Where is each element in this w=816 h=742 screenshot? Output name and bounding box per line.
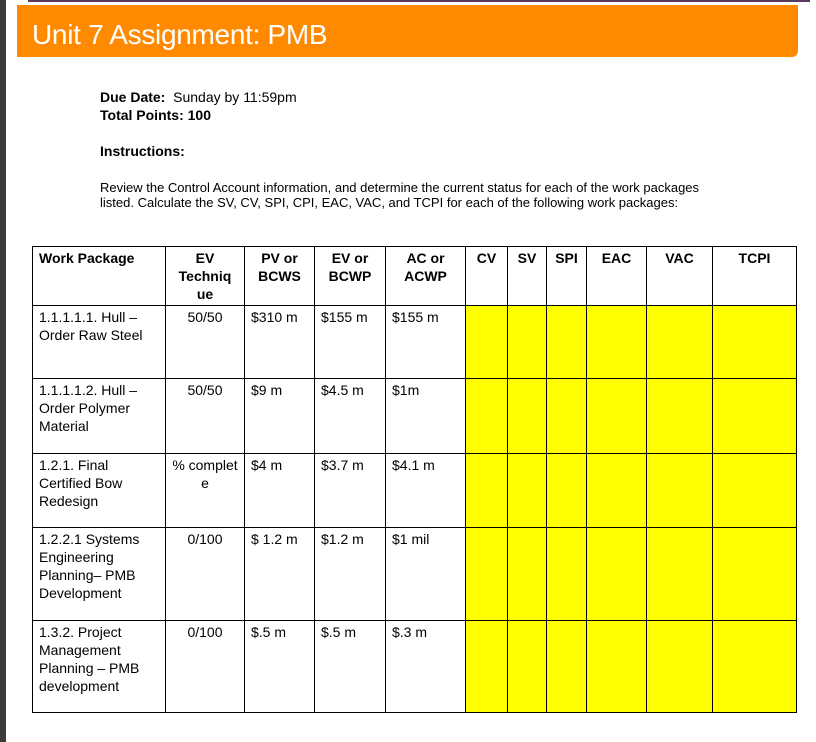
answer-cell[interactable] <box>647 379 713 454</box>
viewer-left-edge <box>0 0 6 742</box>
table-row <box>33 306 797 379</box>
page-title: Unit 7 Assignment: PMB <box>32 19 328 50</box>
answer-cell[interactable] <box>713 379 797 454</box>
column-header: PV or BCWS <box>245 247 315 306</box>
column-header: EV or BCWP <box>315 247 386 306</box>
answer-cell[interactable] <box>713 621 797 713</box>
cell-tech: % complet e <box>166 454 245 528</box>
cell-wp: 1.2.1. Final Certified Bow Redesign <box>33 454 166 528</box>
cell-ac: $4.1 m <box>386 454 466 528</box>
answer-cell[interactable] <box>713 528 797 621</box>
answer-cell[interactable] <box>587 454 647 528</box>
table-row <box>33 454 797 528</box>
table-row <box>33 379 797 454</box>
instructions-text: Review the Control Account information, and determine the current status for each of the work packages listed. Calculate the SV, CV, SPI, CPI, EAC, VAC, and TCPI for each of the following work packages: <box>100 180 700 210</box>
answer-cell[interactable] <box>713 454 797 528</box>
cell-wp: 1.3.2. Project Management Planning – PMB development <box>33 621 166 713</box>
assignment-meta <box>100 88 297 124</box>
answer-cell[interactable] <box>508 306 547 379</box>
answer-cell[interactable] <box>466 528 508 621</box>
answer-cell[interactable] <box>647 306 713 379</box>
answer-cell[interactable] <box>466 379 508 454</box>
answer-cell[interactable] <box>647 621 713 713</box>
answer-cell[interactable] <box>547 306 587 379</box>
cell-pv: $.5 m <box>245 621 315 713</box>
column-header: EV Techniq ue <box>166 247 245 306</box>
cell-ev: $3.7 m <box>315 454 386 528</box>
cell-tech: 0/100 <box>166 528 245 621</box>
answer-cell[interactable] <box>587 528 647 621</box>
cell-pv: $ 1.2 m <box>245 528 315 621</box>
total-points: Total Points: 100 <box>100 107 211 123</box>
answer-cell[interactable] <box>547 454 587 528</box>
answer-cell[interactable] <box>508 454 547 528</box>
title-banner <box>17 5 798 57</box>
cell-pv: $310 m <box>245 306 315 379</box>
answer-cell[interactable] <box>547 528 587 621</box>
instructions-heading: Instructions: <box>100 143 185 159</box>
top-rule <box>28 0 810 2</box>
answer-cell[interactable] <box>508 528 547 621</box>
cell-ac: $1m <box>386 379 466 454</box>
answer-cell[interactable] <box>647 454 713 528</box>
cell-tech: 50/50 <box>166 306 245 379</box>
due-date-value: Sunday by 11:59pm <box>173 89 297 105</box>
cell-tech: 50/50 <box>166 379 245 454</box>
cell-pv: $4 m <box>245 454 315 528</box>
cell-pv: $9 m <box>245 379 315 454</box>
cell-ac: $1 mil <box>386 528 466 621</box>
cell-wp: 1.1.1.1.2. Hull – Order Polymer Material <box>33 379 166 454</box>
answer-cell[interactable] <box>587 379 647 454</box>
table-row <box>33 528 797 621</box>
table-row <box>33 621 797 713</box>
cell-ac: $155 m <box>386 306 466 379</box>
answer-cell[interactable] <box>587 621 647 713</box>
cell-ev: $4.5 m <box>315 379 386 454</box>
answer-cell[interactable] <box>547 621 587 713</box>
answer-cell[interactable] <box>508 379 547 454</box>
column-header: AC or ACWP <box>386 247 466 306</box>
answer-cell[interactable] <box>466 306 508 379</box>
column-header: EAC <box>587 247 647 306</box>
column-header: SV <box>508 247 547 306</box>
column-header: CV <box>466 247 508 306</box>
cell-tech: 0/100 <box>166 621 245 713</box>
answer-cell[interactable] <box>508 621 547 713</box>
cell-ev: $1.2 m <box>315 528 386 621</box>
cell-ev: $.5 m <box>315 621 386 713</box>
answer-cell[interactable] <box>713 306 797 379</box>
cell-wp: 1.2.2.1 Systems Engineering Planning– PMB Development <box>33 528 166 621</box>
answer-cell[interactable] <box>466 454 508 528</box>
answer-cell[interactable] <box>547 379 587 454</box>
due-date-label: Due Date: <box>100 89 166 105</box>
column-header: SPI <box>547 247 587 306</box>
answer-cell[interactable] <box>587 306 647 379</box>
work-package-table <box>32 246 797 713</box>
column-header: TCPI <box>713 247 797 306</box>
column-header: Work Package <box>33 247 166 306</box>
cell-ac: $.3 m <box>386 621 466 713</box>
column-header: VAC <box>647 247 713 306</box>
answer-cell[interactable] <box>647 528 713 621</box>
cell-wp: 1.1.1.1.1. Hull – Order Raw Steel <box>33 306 166 379</box>
cell-ev: $155 m <box>315 306 386 379</box>
answer-cell[interactable] <box>466 621 508 713</box>
